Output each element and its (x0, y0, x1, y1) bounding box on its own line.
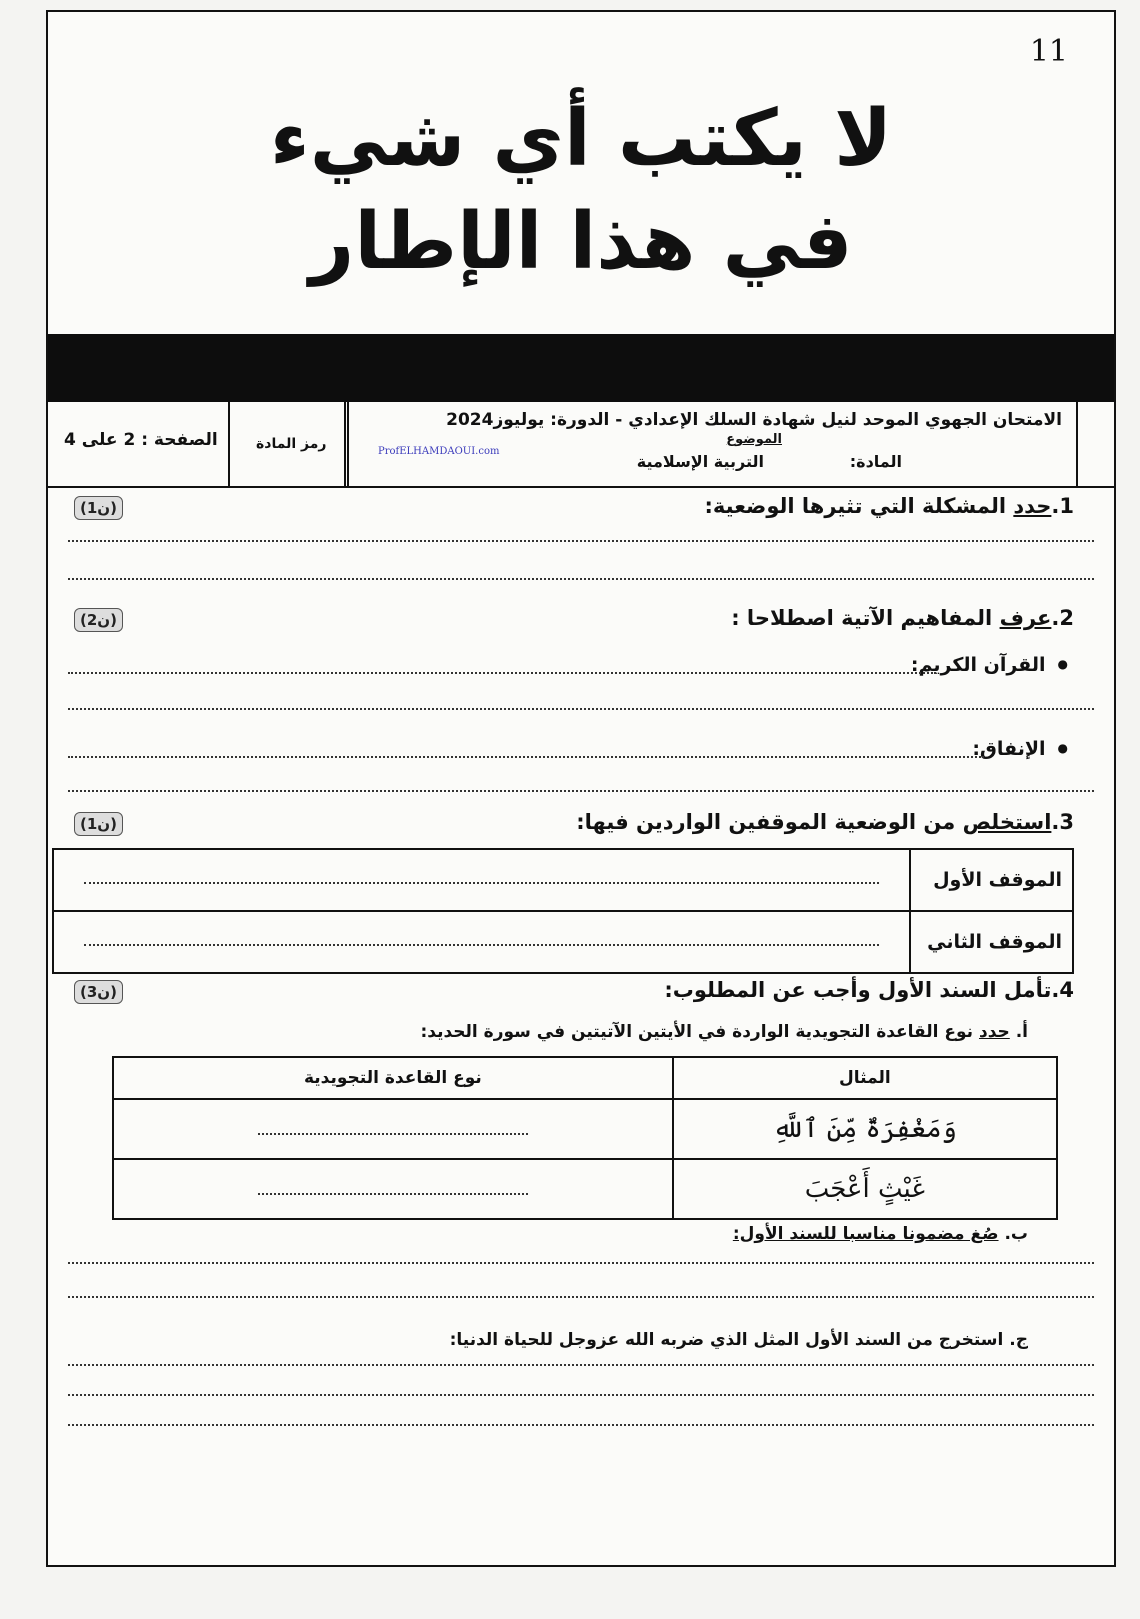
answer-line[interactable] (68, 1296, 1094, 1298)
header-divider-right (1076, 402, 1078, 486)
question-2-text: المفاهيم الآتية اصطلاحا : (731, 606, 1000, 630)
subject-value: التربية الإسلامية (636, 452, 764, 471)
question-2-verb: عرف (999, 606, 1052, 630)
rule-answer-2[interactable] (113, 1159, 673, 1219)
question-1-verb: حدد (1013, 494, 1052, 518)
header-example: المثال (673, 1057, 1057, 1099)
subject-label: المادة: (849, 452, 902, 471)
table-row (113, 1099, 1057, 1159)
question-2-points: (2ن) (74, 608, 123, 632)
table-header-row (113, 1057, 1057, 1099)
example-2: غَيْثٍ أَعْجَبَ (673, 1159, 1057, 1219)
question-1-text: المشكلة التي تثيرها الوضعية: (704, 494, 1014, 518)
subject-code-label: رمز المادة (256, 436, 327, 452)
answer-line[interactable] (68, 1262, 1094, 1264)
header-divider-mid (344, 402, 349, 486)
question-4a (420, 1022, 1028, 1042)
question-2-number: 2. (1051, 606, 1074, 630)
topic-label: الموضوع (726, 432, 782, 447)
answer-line[interactable] (68, 672, 936, 674)
exam-page-frame (46, 10, 1116, 1567)
exam-header (48, 402, 1114, 488)
answer-line[interactable] (68, 578, 1094, 580)
question-4b-prefix: ب. (1004, 1224, 1028, 1244)
exam-title: الامتحان الجهوي الموحد لنيل شهادة السلك الإعدادي - الدورة: يوليوز2024 (446, 410, 1062, 430)
stance-2-label: الموقف الثاني (910, 911, 1073, 973)
question-3-verb: استخلص (962, 810, 1052, 834)
watermark: ProfELHAMDAOUI.com (378, 446, 500, 457)
question-1-number: 1. (1051, 494, 1074, 518)
question-4: 4.تأمل السند الأول وأجب عن المطلوب: (664, 978, 1074, 1002)
tajwid-table (112, 1056, 1058, 1220)
table-row (53, 911, 1073, 973)
question-3-points: (1ن) (74, 812, 123, 836)
answer-line[interactable] (68, 1424, 1094, 1426)
question-3-text: من الوضعية الموقفين الواردين فيها: (576, 810, 963, 834)
question-4a-verb: حدد (978, 1022, 1010, 1042)
answer-line[interactable] (68, 1364, 1094, 1366)
concept-item-infaq: ● الإنفاق: (972, 738, 1068, 760)
banner-line-1: لا يكتب أي شيء (269, 94, 893, 184)
question-1-points: (1ن) (74, 496, 123, 520)
stance-2-answer[interactable] (53, 911, 910, 973)
answer-line[interactable] (68, 790, 1094, 792)
question-4-points: (3ن) (74, 980, 123, 1004)
question-4c: ج. استخرج من السند الأول المثل الذي ضربه الله عزوجل للحياة الدنيا: (449, 1330, 1028, 1350)
question-3 (576, 810, 1074, 834)
question-1 (705, 494, 1075, 518)
table-row (113, 1159, 1057, 1219)
page-number: الصفحة : 2 على 4 (64, 430, 218, 450)
stance-1-answer[interactable] (53, 849, 910, 911)
question-2 (731, 606, 1074, 630)
header-divider-left (228, 402, 230, 486)
answer-line[interactable] (68, 708, 1094, 710)
question-4a-text: نوع القاعدة التجويدية الواردة في الأيتين الآتيتين في سورة الحديد: (420, 1022, 979, 1042)
concept-item-quran: ● القرآن الكريم: (911, 654, 1068, 676)
answer-line[interactable] (68, 1394, 1094, 1396)
rule-answer-1[interactable] (113, 1099, 673, 1159)
black-divider-bar (48, 334, 1114, 402)
stances-table (52, 848, 1074, 974)
stance-1-label: الموقف الأول (910, 849, 1073, 911)
header-rule-type: نوع القاعدة التجويدية (113, 1057, 673, 1099)
answer-line[interactable] (68, 540, 1094, 542)
table-row (53, 849, 1073, 911)
example-1: وَمَغْفِرَةٌ مِّنَ ٱللَّهِ (673, 1099, 1057, 1159)
corner-mark: 11 (1029, 34, 1068, 69)
question-4b-text: صُغ مضمونا مناسبا للسند الأول: (732, 1224, 999, 1244)
question-3-number: 3. (1051, 810, 1074, 834)
question-4b (733, 1224, 1028, 1244)
question-4a-prefix: أ. (1015, 1022, 1028, 1042)
answer-line[interactable] (68, 756, 984, 758)
banner-line-2: في هذا الإطار (309, 197, 853, 287)
